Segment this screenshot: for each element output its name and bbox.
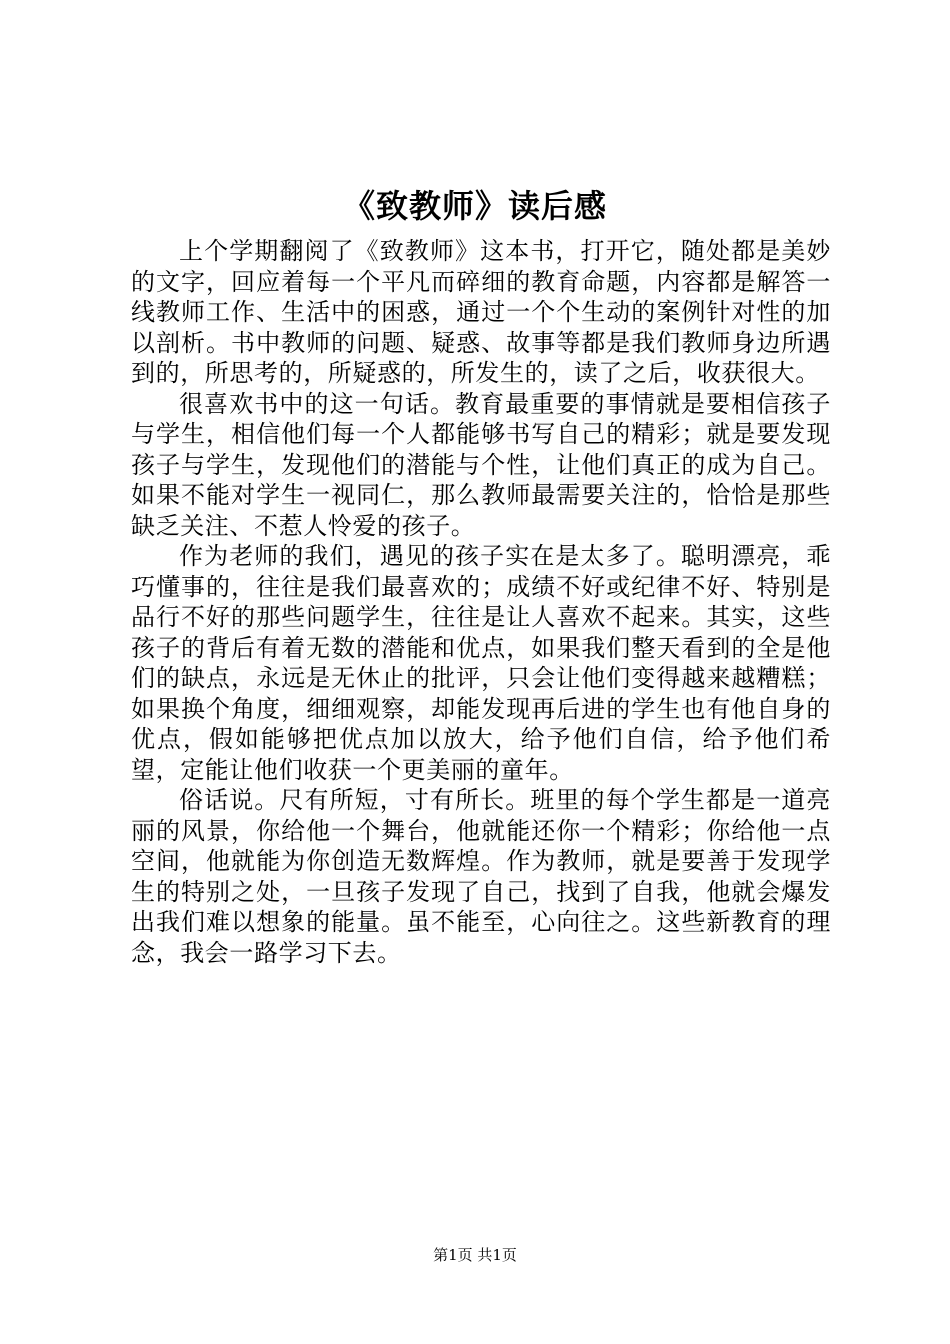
paragraph-4: 俗话说。尺有所短，寸有所长。班里的每个学生都是一道亮丽的风景，你给他一个舞台，他就能还你一个精彩；你给他一点空间，他就能为你创造无数辉煌。作为教师，就是要善于发现学生的特别之处，一旦孩子发现了自己，找到了自我，他就会爆发出我们难以想象的能量。虽不能至，心向往之。这些新教育的理念，我会一路学习下去。 [131,786,831,967]
document-title: 《致教师》读后感 [342,187,607,225]
page-footer: 第1页 共1页 [433,1246,517,1264]
paragraph-3: 作为老师的我们，遇见的孩子实在是太多了。聪明漂亮，乖巧懂事的，往往是我们最喜欢的；成绩不好或纪律不好、特别是品行不好的那些问题学生，往往是让人喜欢不起来。其实，这些孩子的背后有着无数的潜能和优点，如果我们整天看到的全是他们的缺点，永远是无休止的批评，只会让他们变得越来越糟糕；如果换个角度，细细观察，却能发现再后进的学生也有他自身的优点，假如能够把优点加以放大，给予他们自信，给予他们希望，定能让他们收获一个更美丽的童年。 [131,542,831,784]
paragraph-2: 很喜欢书中的这一句话。教育最重要的事情就是要相信孩子与学生，相信他们每一个人都能够书写自己的精彩；就是要发现孩子与学生，发现他们的潜能与个性，让他们真正的成为自己。如果不能对学生一视同仁，那么教师最需要关注的，恰恰是那些缺乏关注、不惹人怜爱的孩子。 [131,389,831,540]
paragraph-1: 上个学期翻阅了《致教师》这本书，打开它，随处都是美妙的文字，回应着每一个平凡而碎细的教育命题，内容都是解答一线教师工作、生活中的困惑，通过一个个生动的案例针对性的加以剖析。书中教师的问题、疑惑、故事等都是我们教师身边所遇到的，所思考的，所疑惑的，所发生的，读了之后，收获很大。 [131,237,831,387]
document-body [131,236,831,968]
